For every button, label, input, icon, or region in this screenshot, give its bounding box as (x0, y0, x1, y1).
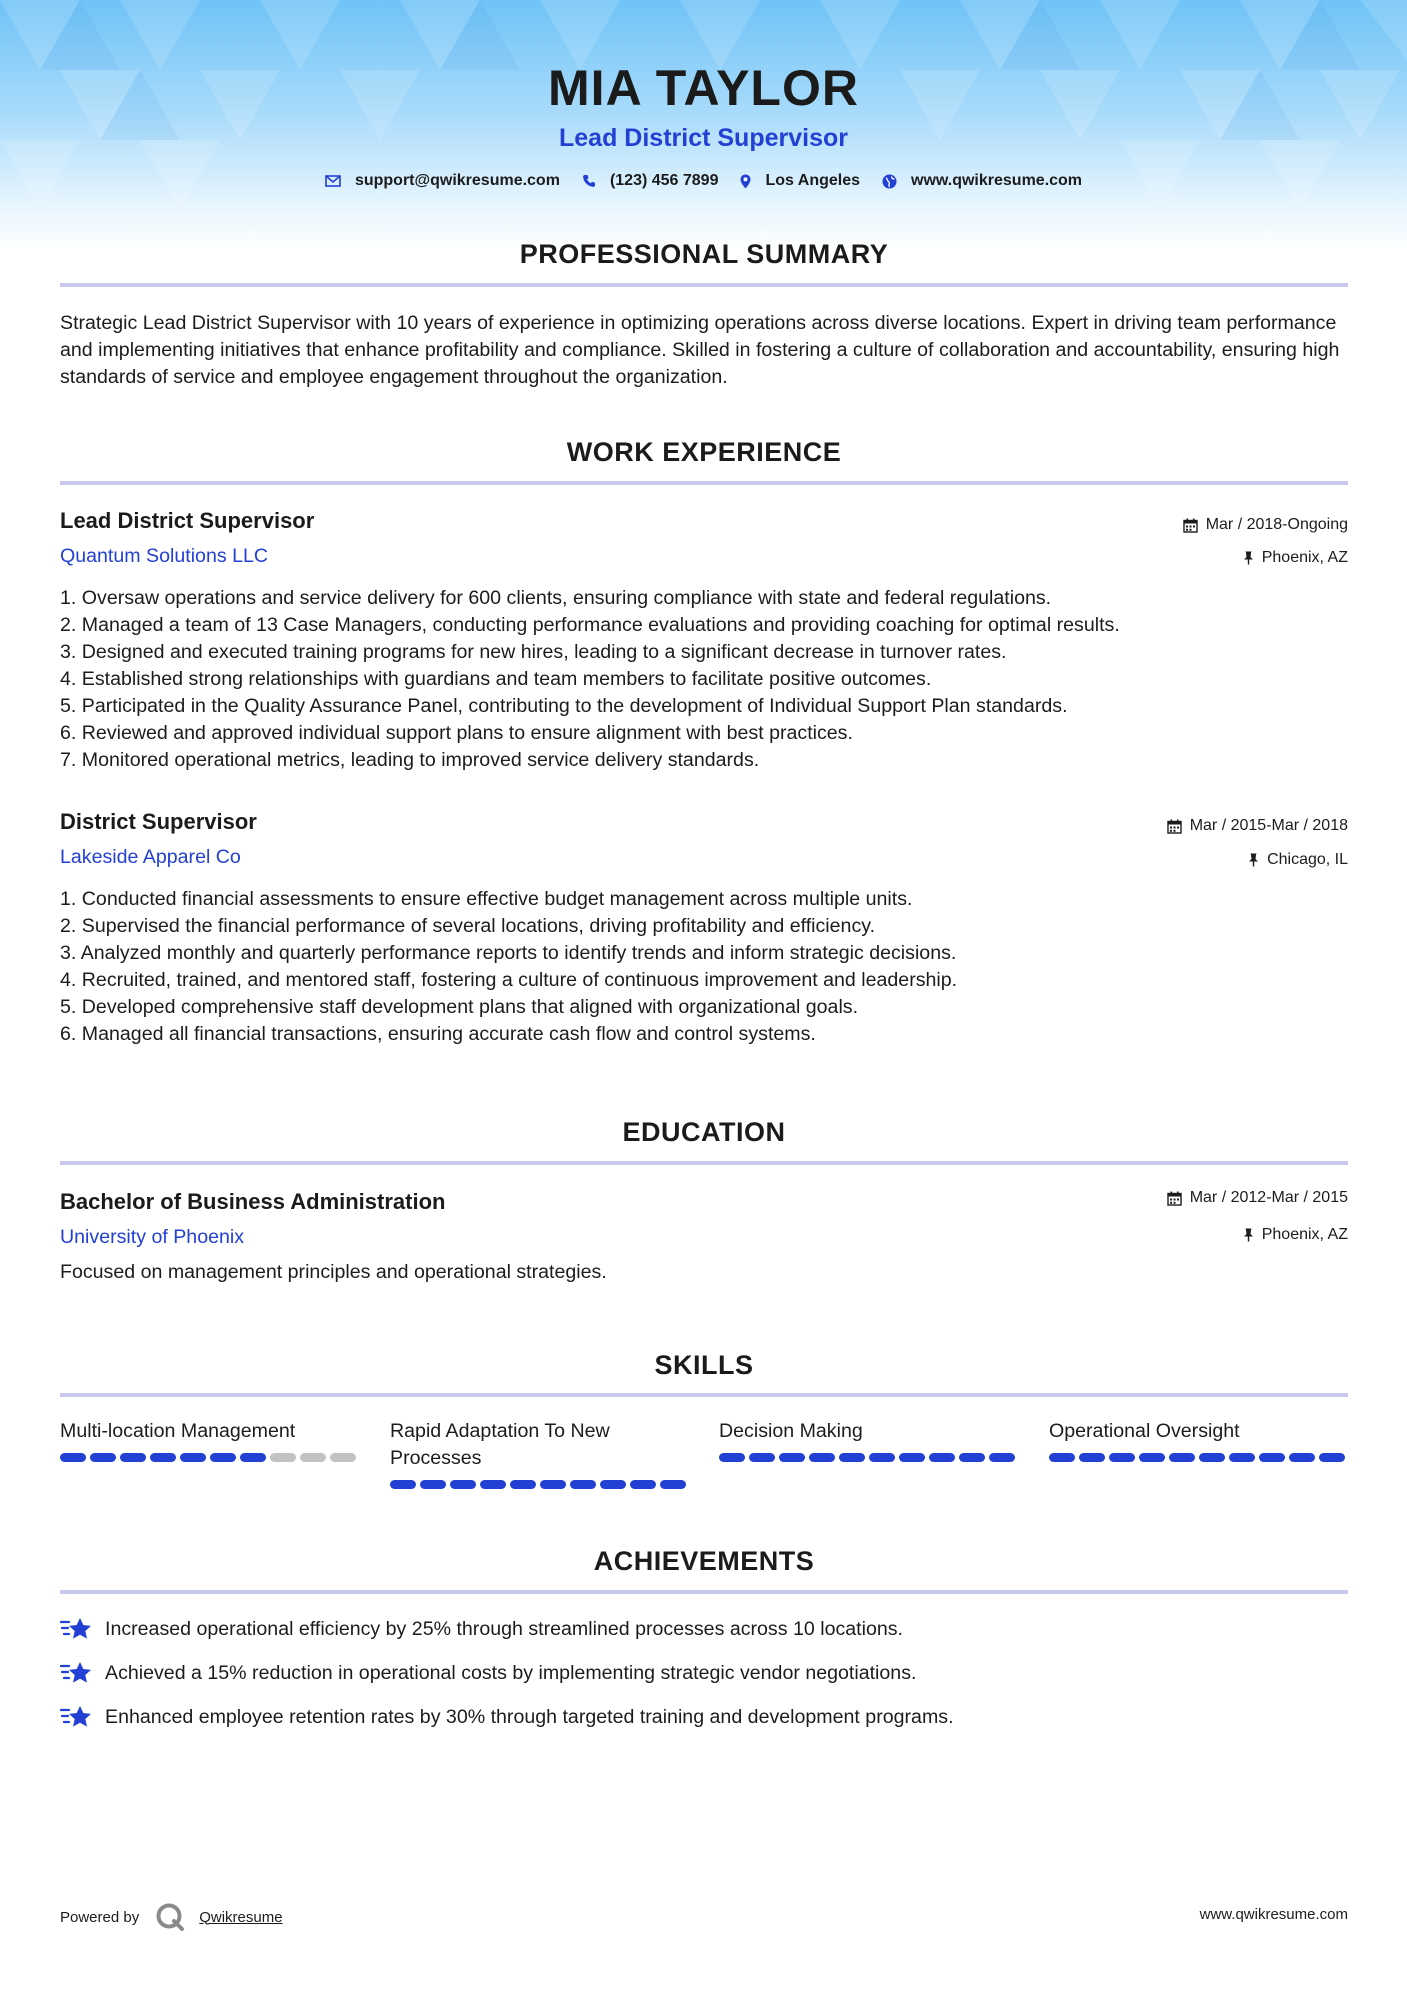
calendar-icon (1167, 819, 1182, 834)
list-item: 2. Managed a team of 13 Case Managers, conducting performance evaluations and providing coaching for optimal results. (60, 614, 1120, 636)
skill-name: Operational Oversight (1049, 1420, 1240, 1442)
skill-level-segment (959, 1453, 985, 1462)
section-divider (60, 1590, 1348, 1594)
skill-level-segment (1199, 1453, 1225, 1462)
skill-level-segment (1289, 1453, 1315, 1462)
skill-level-segment (120, 1453, 146, 1462)
candidate-role: Lead District Supervisor (559, 124, 848, 152)
job-location-text: Phoenix, AZ (1261, 549, 1348, 566)
degree-title: Bachelor of Business Administration (60, 1189, 446, 1214)
skill-level-segment (869, 1453, 895, 1462)
contact-website[interactable] (882, 172, 1082, 190)
skill-level-segment (480, 1480, 506, 1489)
achievement-item (60, 1660, 1350, 1686)
section-divider (60, 481, 1348, 485)
skill-level-segment (839, 1453, 865, 1462)
job-title: District Supervisor (60, 809, 257, 834)
list-item: 3. Analyzed monthly and quarterly performance reports to identify trends and inform strategic decisions. (60, 942, 957, 964)
skill-level-segment (240, 1453, 266, 1462)
job-location-text: Chicago, IL (1267, 851, 1348, 868)
pushpin-icon (1248, 853, 1259, 867)
skill-level-segment (630, 1480, 656, 1489)
list-item: 3. Designed and executed training programs for new hires, leading to a significant decrease in turnover rates. (60, 641, 1007, 663)
skill-level-segment (540, 1480, 566, 1489)
skill-level-bar (390, 1480, 690, 1489)
skill-level-segment (899, 1453, 925, 1462)
contact-phone[interactable] (582, 172, 719, 190)
skill-level-segment (570, 1480, 596, 1489)
envelope-icon (325, 175, 341, 187)
skill-level-segment (1319, 1453, 1345, 1462)
map-pin-icon (740, 174, 751, 189)
candidate-name: MIA TAYLOR (548, 60, 859, 116)
skill-level-segment (809, 1453, 835, 1462)
skill-item (719, 1418, 1019, 1462)
list-item: 4. Established strong relationships with guardians and team members to facilitate positive outcomes. (60, 668, 932, 690)
job-dates-text: Mar / 2018-Ongoing (1205, 516, 1348, 533)
skill-level-segment (150, 1453, 176, 1462)
skill-level-segment (90, 1453, 116, 1462)
phone-text: (123) 456 7899 (609, 172, 719, 189)
footer-website[interactable]: www.qwikresume.com (1199, 1906, 1348, 1923)
email-text: support@qwikresume.com (354, 172, 560, 189)
education-dates-text: Mar / 2012-Mar / 2015 (1189, 1189, 1348, 1206)
skill-level-segment (749, 1453, 775, 1462)
job-location (1248, 851, 1348, 869)
skill-item (390, 1418, 690, 1489)
resume-header (0, 58, 1407, 156)
achievement-text: Enhanced employee retention rates by 30% through targeted training and development programs. (105, 1705, 954, 1728)
job-dates-text: Mar / 2015-Mar / 2018 (1189, 817, 1348, 834)
list-item: 4. Recruited, trained, and mentored staff, fostering a culture of continuous improvement and leadership. (60, 969, 958, 991)
qwikresume-logo-icon (155, 1902, 185, 1932)
job-title: Lead District Supervisor (60, 508, 315, 533)
skill-level-segment (779, 1453, 805, 1462)
skill-level-bar (719, 1453, 1019, 1462)
job-duties (60, 886, 1350, 1048)
star-icon (60, 1660, 92, 1686)
skill-level-segment (450, 1480, 476, 1489)
achievement-text: Achieved a 15% reduction in operational costs by implementing strategic vendor negotiations. (105, 1661, 917, 1684)
footer-powered-by (60, 1902, 283, 1932)
skill-level-segment (1079, 1453, 1105, 1462)
website-text: www.qwikresume.com (911, 172, 1083, 189)
pushpin-icon (1243, 1228, 1254, 1242)
achievement-item (60, 1704, 1350, 1730)
section-title-experience: WORK EXPERIENCE (566, 437, 842, 467)
skill-level-segment (719, 1453, 745, 1462)
section-divider (60, 1161, 1348, 1165)
phone-icon (582, 174, 596, 188)
skill-level-segment (300, 1453, 326, 1462)
skill-level-segment (60, 1453, 86, 1462)
skill-level-segment (1139, 1453, 1165, 1462)
section-title-achievements: ACHIEVEMENTS (593, 1546, 815, 1576)
list-item: 6. Managed all financial transactions, ensuring accurate cash flow and control systems. (60, 1023, 816, 1045)
skill-level-segment (270, 1453, 296, 1462)
skill-item (1049, 1418, 1349, 1462)
job-duties (60, 585, 1350, 774)
skill-item (60, 1418, 360, 1462)
skill-level-bar (60, 1453, 360, 1462)
education-dates (1167, 1189, 1348, 1207)
contact-row (0, 172, 1407, 190)
skill-level-segment (1229, 1453, 1255, 1462)
skill-level-segment (1049, 1453, 1075, 1462)
job-dates (1183, 516, 1348, 534)
skill-level-segment (989, 1453, 1015, 1462)
education-description: Focused on management principles and operational strategies. (60, 1261, 607, 1283)
skill-name: Decision Making (719, 1420, 863, 1442)
list-item: 6. Reviewed and approved individual support plans to ensure alignment with best practices. (60, 722, 853, 744)
skill-level-segment (1109, 1453, 1135, 1462)
skill-level-segment (390, 1480, 416, 1489)
star-icon (60, 1704, 92, 1730)
skill-level-bar (1049, 1453, 1349, 1462)
star-icon (60, 1616, 92, 1642)
achievement-text: Increased operational efficiency by 25% through streamlined processes across 10 locations. (105, 1617, 903, 1640)
skill-level-segment (600, 1480, 626, 1489)
qwikresume-link[interactable]: Qwikresume (199, 1908, 283, 1926)
job-dates (1167, 817, 1348, 835)
summary-text: Strategic Lead District Supervisor with 10 years of experience in optimizing operations across diverse locations. Expert in driving team performance and implementing initiatives that enhance profitability and compliance. Skilled in fostering a culture of collaboration and accountability, ensuring high standards of service and employee engagement throughout the organization. (60, 312, 1340, 388)
section-divider (60, 283, 1348, 287)
list-item: 1. Conducted financial assessments to ensure effective budget management across multiple units. (60, 888, 913, 910)
education-location-text: Phoenix, AZ (1261, 1226, 1348, 1243)
skill-level-segment (510, 1480, 536, 1489)
calendar-icon (1183, 518, 1198, 533)
company-name: Quantum Solutions LLC (60, 545, 269, 567)
skill-level-segment (1169, 1453, 1195, 1462)
pushpin-icon (1243, 551, 1254, 565)
skill-level-segment (929, 1453, 955, 1462)
list-item: 5. Participated in the Quality Assurance Panel, contributing to the development of Individual Support Plan standards. (60, 695, 1068, 717)
section-title-summary: PROFESSIONAL SUMMARY (519, 239, 889, 269)
calendar-icon (1167, 1191, 1182, 1206)
list-item: 5. Developed comprehensive staff development plans that aligned with organizational goals. (60, 996, 859, 1018)
job-location (1243, 549, 1348, 567)
company-name: Lakeside Apparel Co (60, 846, 241, 868)
contact-email[interactable] (325, 172, 560, 190)
globe-icon (882, 174, 897, 189)
contact-location (740, 172, 860, 190)
skill-name: Rapid Adaptation To New Processes (390, 1420, 610, 1469)
achievement-item (60, 1616, 1350, 1642)
section-divider (60, 1393, 1348, 1397)
education-location (1243, 1226, 1348, 1244)
location-text: Los Angeles (765, 172, 861, 189)
list-item: 1. Oversaw operations and service delivery for 600 clients, ensuring compliance with state and federal regulations. (60, 587, 1052, 609)
list-item: 7. Monitored operational metrics, leading to improved service delivery standards. (60, 749, 760, 771)
list-item: 2. Supervised the financial performance of several locations, driving profitability and efficiency. (60, 915, 876, 937)
skill-level-segment (660, 1480, 686, 1489)
skill-level-segment (330, 1453, 356, 1462)
skill-level-segment (210, 1453, 236, 1462)
section-title-skills: SKILLS (654, 1350, 754, 1380)
powered-by-label: Powered by (60, 1908, 140, 1926)
skill-level-segment (420, 1480, 446, 1489)
school-name: University of Phoenix (60, 1226, 245, 1248)
skill-name: Multi-location Management (60, 1420, 296, 1442)
skill-level-segment (180, 1453, 206, 1462)
section-title-education: EDUCATION (622, 1117, 786, 1147)
skill-level-segment (1259, 1453, 1285, 1462)
